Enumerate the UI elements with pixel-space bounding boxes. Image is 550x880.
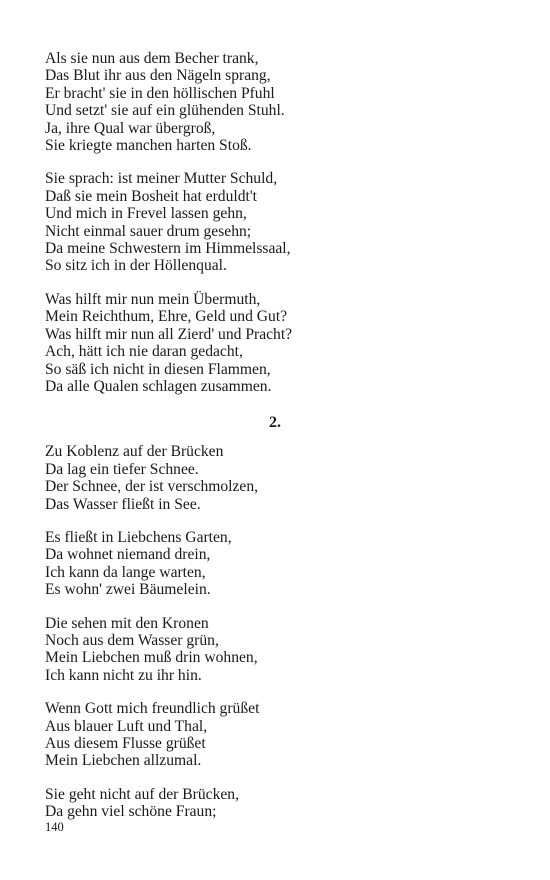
page-body (45, 50, 505, 837)
verse-line: Da alle Qualen schlagen zusammen. (45, 377, 272, 395)
verse-line: Aus diesem Flusse grüßet (45, 735, 206, 752)
verse-line: Da meine Schwestern im Himmelssaal, (45, 240, 291, 258)
verse-line: Daß sie mein Bosheit hat erduldt't (45, 187, 257, 205)
verse-line: Ja, ihre Qual war übergroß, (45, 119, 216, 137)
verse-line: Und setzt' sie auf ein glühenden Stuhl. (45, 102, 285, 120)
verse-line: So säß ich nicht in diesen Flammen, (45, 360, 271, 378)
poem-2 (45, 443, 505, 820)
stanza (45, 50, 505, 154)
stanza (45, 170, 505, 274)
stanza (45, 529, 505, 599)
verse-line: Da lag ein tiefer Schnee. (45, 460, 199, 478)
verse-line: Das Wasser fließt in See. (45, 495, 201, 513)
verse-line: Mein Liebchen muß drin wohnen, (45, 649, 258, 667)
poem-1 (45, 50, 505, 395)
poem-number: 2. (269, 414, 281, 432)
verse-line: Aus blauer Luft und Thal, (45, 717, 208, 735)
verse-line: Noch aus dem Wasser grün, (45, 631, 219, 649)
verse-line: Nicht einmal sauer drum gesehn; (45, 222, 252, 240)
verse-line: Die sehen mit den Kronen (45, 614, 209, 632)
verse-line: Und mich in Frevel lassen gehn, (45, 205, 247, 223)
verse-line: Sie geht nicht auf der Brücken, (45, 785, 239, 803)
verse-line: Der Schnee, der ist verschmolzen, (45, 478, 259, 496)
verse-line: Es fließt in Liebchens Garten, (45, 528, 232, 546)
verse-line: Das Blut ihr aus den Nägeln sprang, (45, 67, 271, 85)
verse-line: Ach, hätt ich nie daran gedacht, (45, 343, 243, 361)
verse-line: Ich kann nicht zu ihr hin. (45, 666, 202, 684)
verse-line: Mein Liebchen allzumal. (45, 752, 202, 770)
verse-line: Wenn Gott mich freundlich grüßet (45, 700, 260, 718)
stanza (45, 786, 505, 821)
verse-line: Zu Koblenz auf der Brücken (45, 443, 224, 461)
stanza (45, 700, 505, 770)
stanza (45, 615, 505, 685)
stanza (45, 443, 505, 513)
verse-line: Sie sprach: ist meiner Mutter Schuld, (45, 170, 278, 188)
verse-line: Mein Reichthum, Ehre, Geld und Gut? (45, 308, 288, 326)
verse-line: Es wohn' zwei Bäumelein. (45, 581, 211, 599)
verse-line: So sitz ich in der Höllenqual. (45, 257, 227, 275)
verse-line: Sie kriegte manchen harten Stoß. (45, 137, 252, 155)
verse-line: Da wohnet niemand drein, (45, 546, 211, 564)
verse-line: Als sie nun aus dem Becher trank, (45, 50, 259, 67)
verse-line: Da gehn viel schöne Fraun; (45, 803, 217, 821)
verse-line: Was hilft mir nun mein Übermuth, (45, 290, 261, 308)
verse-line: Was hilft mir nun all Zierd' und Pracht? (45, 325, 293, 343)
page-number: 140 (45, 820, 64, 834)
verse-line: Ich kann da lange warten, (45, 563, 206, 581)
verse-line: Er bracht' sie in den höllischen Pfuhl (45, 84, 275, 102)
stanza (45, 291, 505, 395)
